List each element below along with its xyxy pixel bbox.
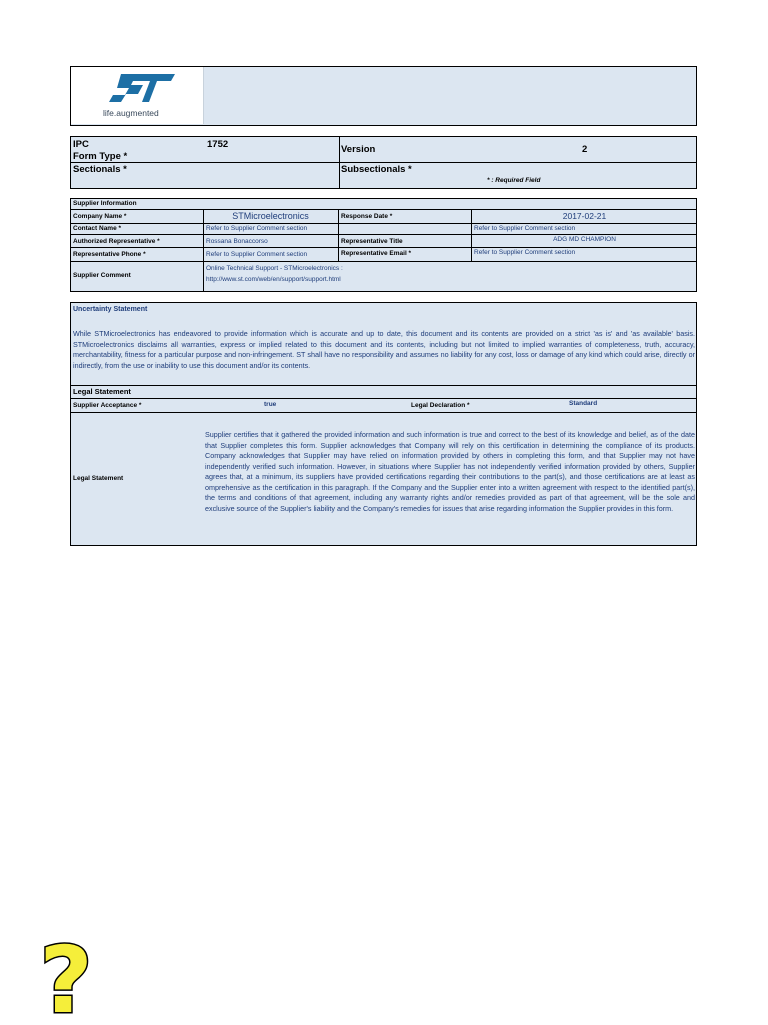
logo-area bbox=[71, 67, 204, 124]
rep-title-value[interactable]: ADG MD CHAMPION bbox=[553, 236, 616, 243]
form-header bbox=[70, 136, 697, 189]
ipc-label: IPC bbox=[73, 139, 89, 150]
supplier-acceptance-value[interactable]: true bbox=[264, 401, 277, 408]
contact-name-value[interactable]: Refer to Supplier Comment section bbox=[206, 225, 308, 232]
legal-title: Legal Statement bbox=[73, 387, 131, 396]
response-date-label: Response Date * bbox=[341, 213, 393, 220]
logo-tagline: life.augmented bbox=[103, 108, 159, 118]
response-date-value[interactable]: 2017-02-21 bbox=[562, 211, 607, 221]
authorized-rep-label: Authorized Representative * bbox=[73, 238, 160, 245]
supplier-info-section bbox=[70, 198, 697, 292]
rep-phone-label: Representative Phone * bbox=[73, 251, 146, 258]
svg-text:?: ? bbox=[39, 930, 93, 1020]
authorized-rep-value[interactable]: Rossana Bonaccorso bbox=[206, 238, 268, 245]
st-logo-icon bbox=[107, 72, 177, 106]
legal-declaration-label: Legal Declaration * bbox=[411, 402, 470, 409]
rep-email-value[interactable]: Refer to Supplier Comment section bbox=[474, 249, 576, 256]
company-name-value[interactable]: STMicroelectronics bbox=[232, 211, 309, 221]
required-note: * : Required Field bbox=[487, 177, 541, 184]
form-type-label: Form Type * bbox=[73, 151, 128, 162]
subsectionals-label: Subsectionals * bbox=[341, 164, 412, 175]
uncertainty-title: Uncertainty Statement bbox=[73, 306, 148, 313]
version-value: 2 bbox=[582, 144, 588, 155]
legal-statement-label: Legal Statement bbox=[73, 475, 124, 482]
supplier-acceptance-label: Supplier Acceptance * bbox=[73, 402, 142, 409]
legal-statement-text: Supplier certifies that it gathered the provided information and such information is true and correct to the best of its knowledge and belief, as of the date that Supplier completes this form. Supplier acknowledges that Company will rely on this certification in determining the compliance of its products. Company acknowledges that Supplier may have relied on information provided by others in completing this form, and that Supplier may not have independently verified such information. However, in situations where Supplier has not independently verified information provided by others, Supplier agrees that, at a minimum, its suppliers have provided certifications regarding their contributions to the part(s), and those certifications are at least as omprehensive as the certification in this paragraph. If the Company and the Supplier enter into a written agreement with respect to the identified part(s), the terms and conditions of that agreement, including any warranty rights and/or remedies provided as part of that agreement, will be the sole and exclusive source of the Supplier's liability and the Company's remedies for issues that arise regarding information the Supplier provides in this form. bbox=[205, 430, 695, 513]
uncertainty-text: While STMicroelectronics has endeavored to provide information which is accurate and up to date, this document and its contents are provided on a strict 'as is' and 'as available' basis. STMicroelectronics disclaims all warranties, express or implied related to this document and its contents, including but not limited to implied warranties of completeness, truth, accuracy, merchantability, fitness for a particular purpose and non-infringement. ST shall have no responsibility and assumes no liability for any cost, loss or damage of any kind which could arise, directly or indirectly, from the use or inability to use this document and/or its contents. bbox=[73, 329, 695, 370]
rep-email-label: Representative Email * bbox=[341, 250, 412, 257]
contact-name-label: Contact Name * bbox=[73, 225, 122, 232]
contact-name-right-value[interactable]: Refer to Supplier Comment section bbox=[474, 225, 576, 232]
help-question-icon[interactable] bbox=[30, 930, 100, 1020]
sectionals-label: Sectionals * bbox=[73, 164, 127, 175]
rep-title-label: Representative Title bbox=[341, 238, 403, 245]
supplier-comment-line1[interactable]: Online Technical Support - STMicroelectronics : bbox=[206, 265, 343, 272]
logo-box bbox=[70, 66, 697, 126]
company-name-label: Company Name * bbox=[73, 213, 127, 220]
rep-phone-value[interactable]: Refer to Supplier Comment section bbox=[206, 251, 308, 258]
supplier-info-title: Supplier Information bbox=[73, 200, 137, 207]
version-label: Version bbox=[341, 144, 376, 155]
statements-section bbox=[70, 302, 697, 546]
ipc-value: 1752 bbox=[207, 139, 229, 150]
supplier-comment-label: Supplier Comment bbox=[73, 272, 131, 279]
legal-declaration-value[interactable]: Standard bbox=[569, 400, 598, 407]
supplier-comment-link[interactable]: http://www.st.com/web/en/support/support.html bbox=[206, 276, 341, 283]
